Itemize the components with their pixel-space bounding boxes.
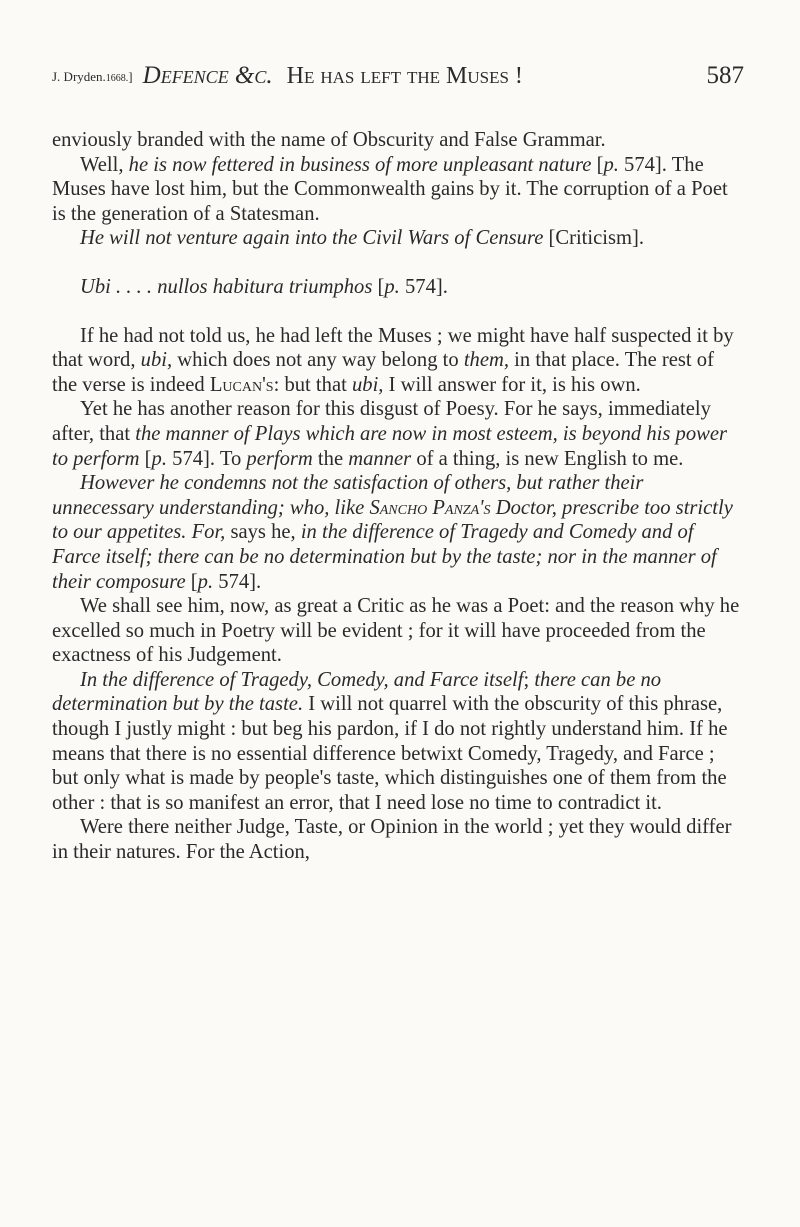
paragraph-9 xyxy=(52,668,744,816)
running-header xyxy=(52,62,744,102)
paragraph-3 xyxy=(52,226,744,251)
text-segment: Ubi . . . . nullos habitura triumphos xyxy=(80,275,373,298)
text-segment: manner xyxy=(348,447,412,470)
text-segment: which does not any way belong to xyxy=(172,349,464,372)
text-segment: Yet he has another reason for this disgust of Poesy. For he says, immediately after, that xyxy=(52,398,711,445)
text-segment: In the difference of Tragedy, Comedy, and Farce itself xyxy=(80,668,524,691)
text-segment: Well, xyxy=(80,153,129,176)
paragraph-4 xyxy=(52,275,744,300)
text-segment: he is now fettered in business of more unpleasant nature xyxy=(128,153,592,176)
header-year: 1668. xyxy=(105,73,129,84)
header-author: J. Dryden. xyxy=(52,69,106,84)
paragraph-2 xyxy=(52,153,744,227)
paragraph-8 xyxy=(52,594,744,668)
page-body xyxy=(52,128,744,865)
text-segment: p. xyxy=(197,570,214,593)
text-segment: Doctor, prescribe too strictly to our appetites. For, xyxy=(52,496,733,544)
text-segment: ubi, xyxy=(140,349,173,372)
text-segment: says he, xyxy=(225,521,301,544)
paragraph-1 xyxy=(52,128,744,153)
text-segment: perform xyxy=(246,447,313,470)
page-number: 587 xyxy=(706,62,744,89)
text-segment: He will not venture again into the Civil Wars of Censure xyxy=(80,227,544,250)
text-segment: ; xyxy=(523,668,535,691)
text-segment: Sancho Panza's xyxy=(369,496,491,519)
text-segment: We shall see him, now, as great a Critic as he was a Poet: and the reason why he excelled so much in Poetry will be evident ; for it will have proceeded from the exactness of his Judgement. xyxy=(52,595,740,667)
text-segment: : but that xyxy=(273,373,352,396)
text-segment: 574]. xyxy=(213,570,262,593)
header-author-date: J. Dryden.1668.] xyxy=(52,69,133,84)
text-segment: p. xyxy=(384,275,400,298)
text-segment: the manner of Plays which are now in most esteem, is beyond his power to perform xyxy=(52,422,728,470)
text-segment: ubi, xyxy=(351,373,384,396)
text-segment: p. xyxy=(603,153,619,176)
text-segment: p. xyxy=(151,447,167,470)
text-segment: [ xyxy=(139,447,152,470)
text-segment: in that place. The rest of the verse is indeed xyxy=(52,349,714,396)
text-segment: I will answer for it, is his own. xyxy=(383,373,641,396)
text-segment: Lucan's xyxy=(209,373,274,396)
text-segment: in the difference of Tragedy and Comedy and of Farce itself; there can be no determination but by the taste; nor in the manner of their composure xyxy=(52,521,717,593)
header-running-head: He has left the Muses ! xyxy=(286,63,523,89)
text-segment: [ xyxy=(372,275,385,298)
paragraph-7 xyxy=(52,471,744,594)
text-segment: enviously branded with the name of Obscurity and False Grammar. xyxy=(52,129,606,151)
text-segment: there can be no determination but by the taste. xyxy=(52,668,662,716)
text-segment: 574]. The Muses have lost him, but the Commonwealth gains by it. The corruption of a Poet is the generation of a Statesman. xyxy=(52,153,728,225)
text-segment: 574]. To xyxy=(167,447,247,470)
header-title: Defence &c. xyxy=(142,62,273,89)
text-segment: [Criticism]. xyxy=(543,227,645,250)
text-segment: of a thing, is new English to me. xyxy=(411,447,684,470)
paragraph-6 xyxy=(52,397,744,471)
text-segment: them, xyxy=(463,349,510,372)
text-segment: 574]. xyxy=(399,275,448,298)
text-segment: If he had not told us, he had left the Muses ; we might have half suspected it by that word, xyxy=(52,324,734,372)
text-segment: However he condemns not the satisfaction of others, but rather their unnecessary understanding; who, like xyxy=(52,472,644,519)
text-segment: Were there neither Judge, Taste, or Opinion in the world ; yet they would differ in their natures. For the Action, xyxy=(52,816,732,864)
text-segment: I will not quarrel with the obscurity of this phrase, though I justly might : but beg his pardon, if I do not rightly understand him. If he means that there is no essential difference betwixt Comedy, Tragedy, and Farce ; but only what is made by people's taste, which distinguishes one of them from the other : that is so manifest an error, that I need lose no time to contradict it. xyxy=(52,693,728,814)
text-segment: [ xyxy=(591,153,604,176)
text-segment: [ xyxy=(185,570,198,593)
paragraph-5 xyxy=(52,324,744,398)
paragraph-10 xyxy=(52,815,744,864)
text-segment: the xyxy=(312,447,349,470)
